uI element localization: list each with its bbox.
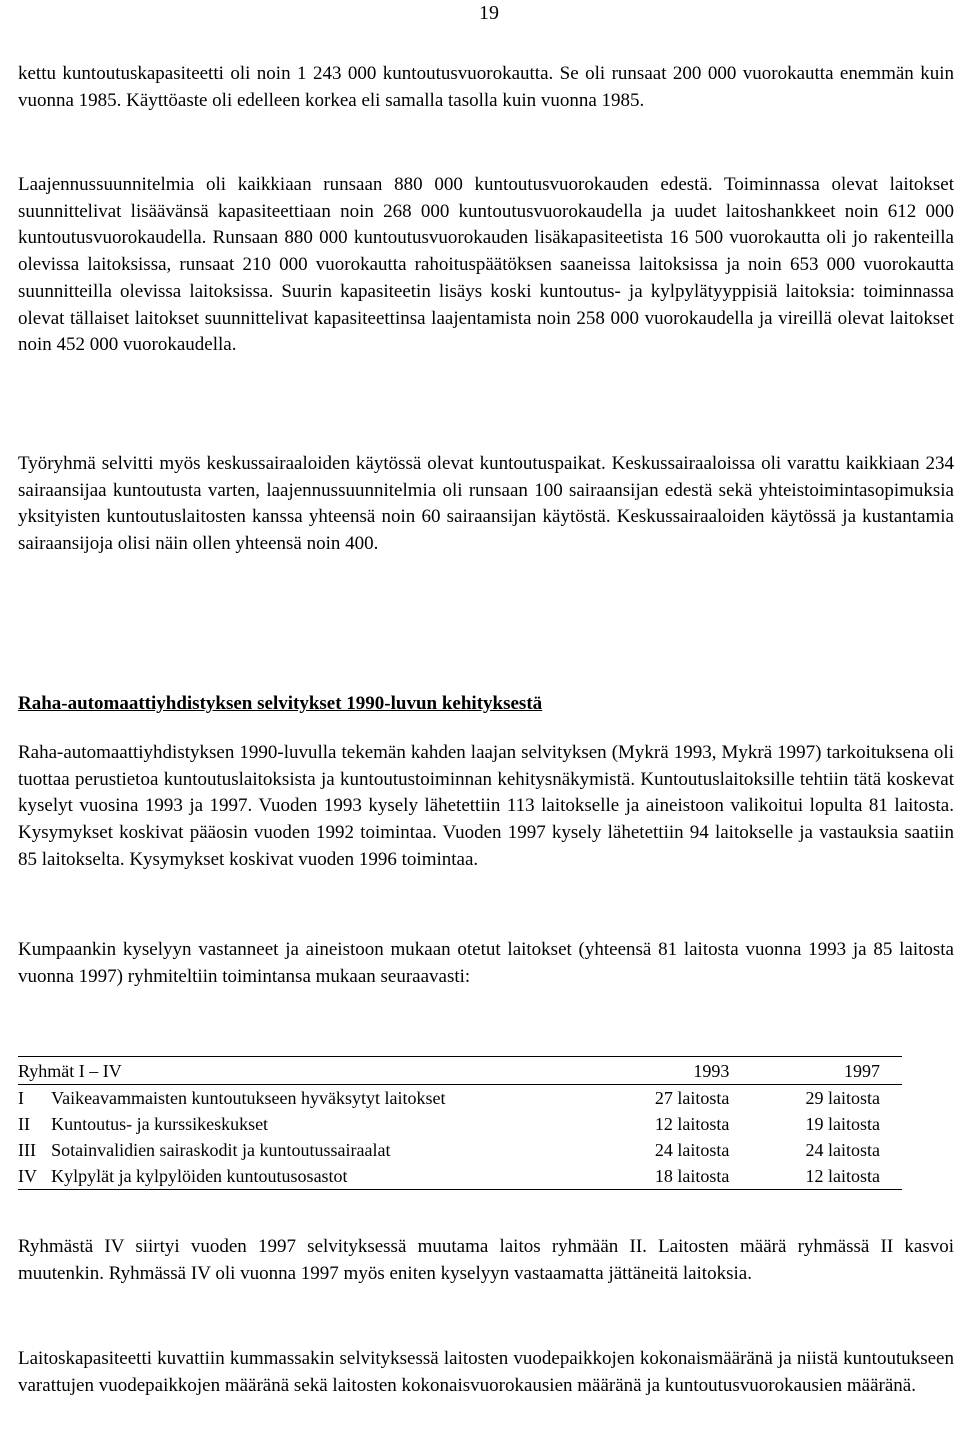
institution-groups-table	[18, 1056, 902, 1190]
header-groups: Ryhmät I – IV	[18, 1057, 585, 1085]
value-1997: 24 laitosta	[805, 1140, 880, 1160]
header-1993: 1993	[585, 1057, 745, 1085]
paragraph-ray-surveys: Raha-automaattiyhdistyksen 1990-luvulla tekemän kahden laajan selvityksen (Mykrä 1993, Mykrä 1997) tarkoituksena oli tuottaa perustietoa kuntoutuslaitoksista ja kuntoutustoiminnan kehitysnäkymistä. Kuntoutuslaitoksille tehtiin tätä koskevat kyselyt vuosina 1993 ja 1997. Vuoden 1993 kysely lähetettiin 113 laitokselle ja aineistoon valikoitui lopulta 81 laitosta. Kysymykset koskivat pääosin vuoden 1992 toimintaa. Vuoden 1997 kysely lähetettiin 94 laitokselle ja vastauksia saatiin 85 laitokselta. Kysymykset koskivat vuoden 1996 toimintaa.	[18, 742, 954, 870]
value-1997: 19 laitosta	[805, 1114, 880, 1134]
group-numeral: I	[18, 1088, 24, 1108]
group-numeral: II	[18, 1114, 30, 1134]
paragraph-capacity-1985: kettu kuntoutuskapasiteetti oli noin 1 243 000 kuntoutusvuorokautta. Se oli runsaat 200 000 vuorokautta enemmän kuin vuonna 1985. Käyttöaste oli edelleen korkea eli samalla tasolla kuin vuonna 1985.	[18, 63, 954, 111]
group-label: Kuntoutus- ja kurssikeskukset	[51, 1114, 269, 1134]
group-numeral: III	[18, 1140, 36, 1160]
paragraph-capacity-measures: Laitoskapasiteetti kuvattiin kummassakin selvityksessä laitosten vuodepaikkojen kokonaismääränä ja niistä kuntoutukseen varattujen vuodepaikkojen määränä sekä laitosten kokonaisvuorokausien määränä ja kuntoutusvuorokausien määränä.	[18, 1348, 954, 1396]
section-heading: Raha-automaattiyhdistyksen selvitykset 1990-luvun kehityksestä	[18, 693, 543, 714]
table-row	[18, 1163, 902, 1190]
group-numeral: IV	[18, 1163, 51, 1190]
paragraph-grouping-intro: Kumpaankin kyselyyn vastanneet ja aineistoon mukaan otetut laitokset (yhteensä 81 laitosta vuonna 1993 ja 85 laitosta vuonna 1997) ryhmiteltiin toimintansa mukaan seuraavasti:	[18, 939, 954, 987]
group-label: Kylpylät ja kylpylöiden kuntoutusosastot	[51, 1163, 585, 1190]
table-row	[18, 1085, 902, 1112]
paragraph-group-changes: Ryhmästä IV siirtyi vuoden 1997 selvityksessä muutama laitos ryhmään II. Laitosten määrä ryhmässä II kasvoi muutenkin. Ryhmässä IV oli vuonna 1997 myös eniten kyselyyn vastaamatta jättäneitä laitoksia.	[18, 1236, 954, 1284]
value-1993: 27 laitosta	[654, 1088, 730, 1108]
group-label: Vaikeavammaisten kuntoutukseen hyväksytyt laitokset	[51, 1088, 446, 1108]
value-1993: 12 laitosta	[654, 1114, 730, 1134]
header-1997: 1997	[745, 1057, 902, 1085]
paragraph-expansion-plans: Laajennussuunnitelmia oli kaikkiaan runsaan 880 000 kuntoutusvuorokauden edestä. Toiminnassa olevat laitokset suunnittelivat lisäävänsä kapasiteettiaan noin 268 000 kuntoutusvuorokaudella ja uudet laitoshankkeet noin 612 000 kuntoutusvuorokaudella. Runsaan 880 000 kuntoutusvuorokauden lisäkapasiteetista 16 500 vuorokautta oli jo rakenteilla olevissa laitoksissa, runsaat 210 000 vuorokautta rahoituspäätöksen saaneissa laitoksissa ja noin 653 000 vuorokautta suunnitteilla olevissa laitoksissa. Suurin kapasiteetin lisäys koski kuntoutus- ja kylpylätyyppisiä laitoksia: toiminnassa olevat tällaiset laitokset suunnittelivat kapasiteettinsa laajentamista noin 258 000 vuorokaudella ja vireillä olevat laitokset noin 452 000 vuorokaudella.	[18, 174, 954, 356]
paragraph-central-hospitals: Työryhmä selvitti myös keskussairaaloiden käytössä olevat kuntoutuspaikat. Keskussairaaloissa oli varattu kaikkiaan 234 sairaansijaa kuntoutusta varten, laajennussuunnitelmia oli runsaan 100 sairaansijan edestä sekä yhteistoimintasopimuksia yksityisten kuntoutuslaitosten kanssa yhteensä noin 60 sairaansijan käytöstä. Keskussairaaloiden käytössä ja kustantamia sairaansijoja olisi näin ollen yhteensä noin 400.	[18, 453, 954, 555]
group-label: Sotainvalidien sairaskodit ja kuntoutussairaalat	[51, 1140, 391, 1160]
table-row	[18, 1111, 902, 1137]
value-1993: 24 laitosta	[654, 1140, 730, 1160]
table-row	[18, 1137, 902, 1163]
page-number: 19	[479, 2, 499, 24]
table-header-row	[18, 1057, 902, 1085]
value-1993: 18 laitosta	[585, 1163, 745, 1190]
value-1997: 12 laitosta	[745, 1163, 902, 1190]
value-1997: 29 laitosta	[805, 1088, 880, 1108]
